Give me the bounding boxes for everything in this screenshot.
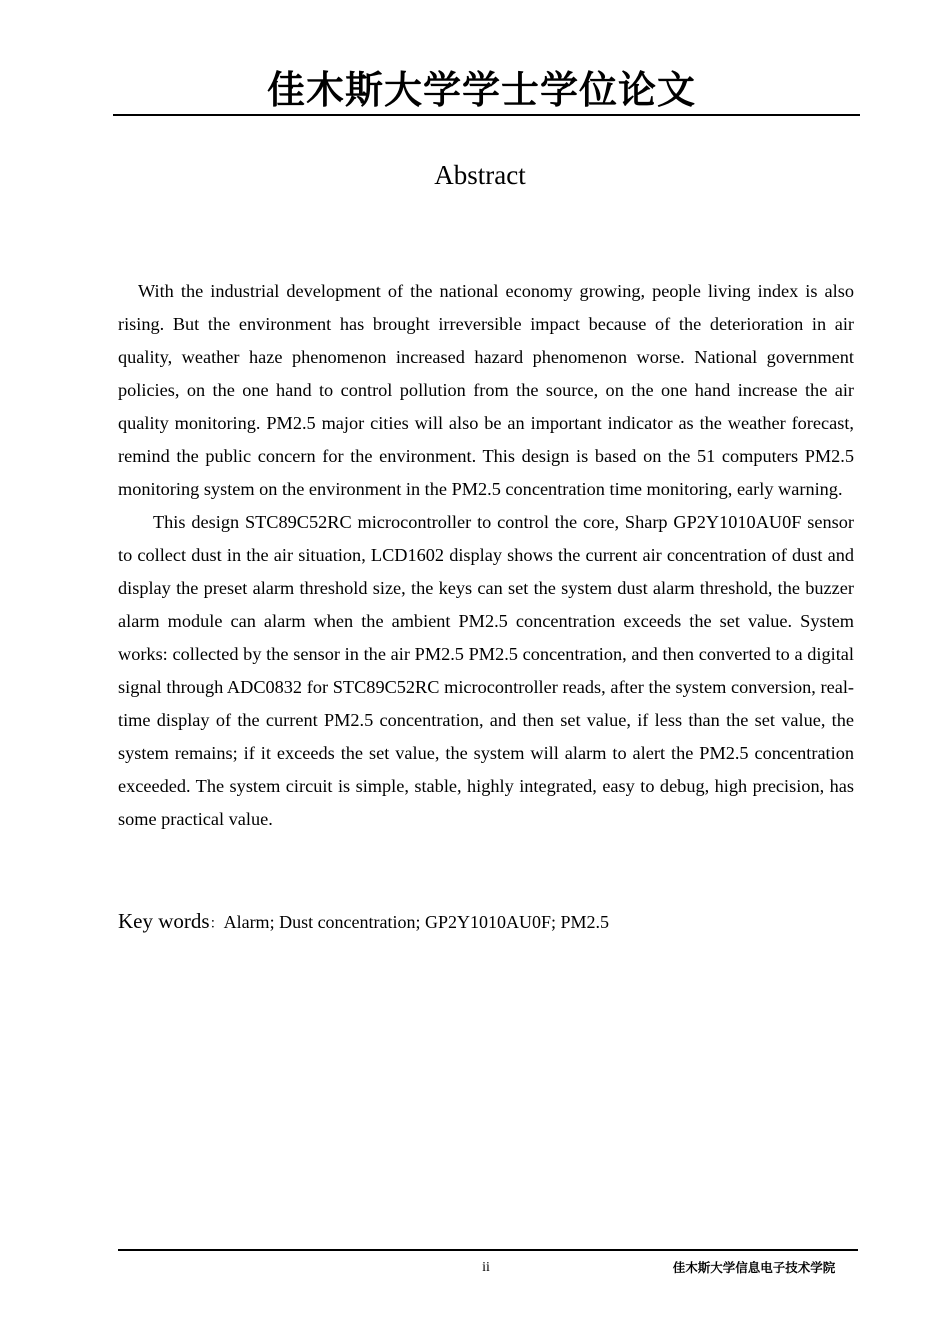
abstract-body bbox=[118, 275, 854, 836]
thesis-title: 佳木斯大学学士学位论文 bbox=[266, 68, 696, 112]
page-header bbox=[113, 66, 860, 116]
abstract-heading: Abstract bbox=[434, 160, 526, 190]
abstract-paragraph-2: This design STC89C52RC microcontroller to control the core, Sharp GP2Y1010AU0F sensor to collect dust in the air situation, LCD1602 display shows the current air concentration of dust and display the preset alarm threshold size, the keys can set the system dust alarm threshold, the buzzer alarm module can alarm when the ambient PM2.5 concentration exceeds the set value. System works: collected by the sensor in the air PM2.5 PM2.5 concentration, and then converted to a digital signal through ADC0832 for STC89C52RC microcontroller reads, after the system conversion, real-time display of the current PM2.5 concentration, and then set value, if less than the set value, the system remains; if it exceeds the set value, the system will alarm to alert the PM2.5 concentration exceeded. The system circuit is simple, stable, highly integrated, easy to debug, high precision, has some practical value. bbox=[118, 512, 854, 829]
footer-divider bbox=[118, 1249, 858, 1251]
footer-institution: 佳木斯大学信息电子技术学院 bbox=[672, 1260, 836, 1275]
keywords-label: Key words bbox=[118, 909, 210, 933]
page-number: ii bbox=[482, 1260, 490, 1275]
keywords-separator: ： bbox=[209, 916, 224, 932]
abstract-paragraph-1: With the industrial development of the national economy growing, people living index is also rising. But the environment has brought irreversible impact because of the deterioration in air quality, weather haze phenomenon increased hazard phenomenon worse. National government policies, on the one hand to control pollution from the source, on the one hand increase the air quality monitoring. PM2.5 major cities will also be an important indicator as the weather forecast, remind the public concern for the environment. This design is based on the 51 computers PM2.5 monitoring system on the environment in the PM2.5 concentration time monitoring, early warning. bbox=[118, 281, 854, 499]
keywords-line bbox=[118, 906, 858, 939]
keywords-value: Alarm; Dust concentration; GP2Y1010AU0F; PM2.5 bbox=[223, 912, 610, 932]
